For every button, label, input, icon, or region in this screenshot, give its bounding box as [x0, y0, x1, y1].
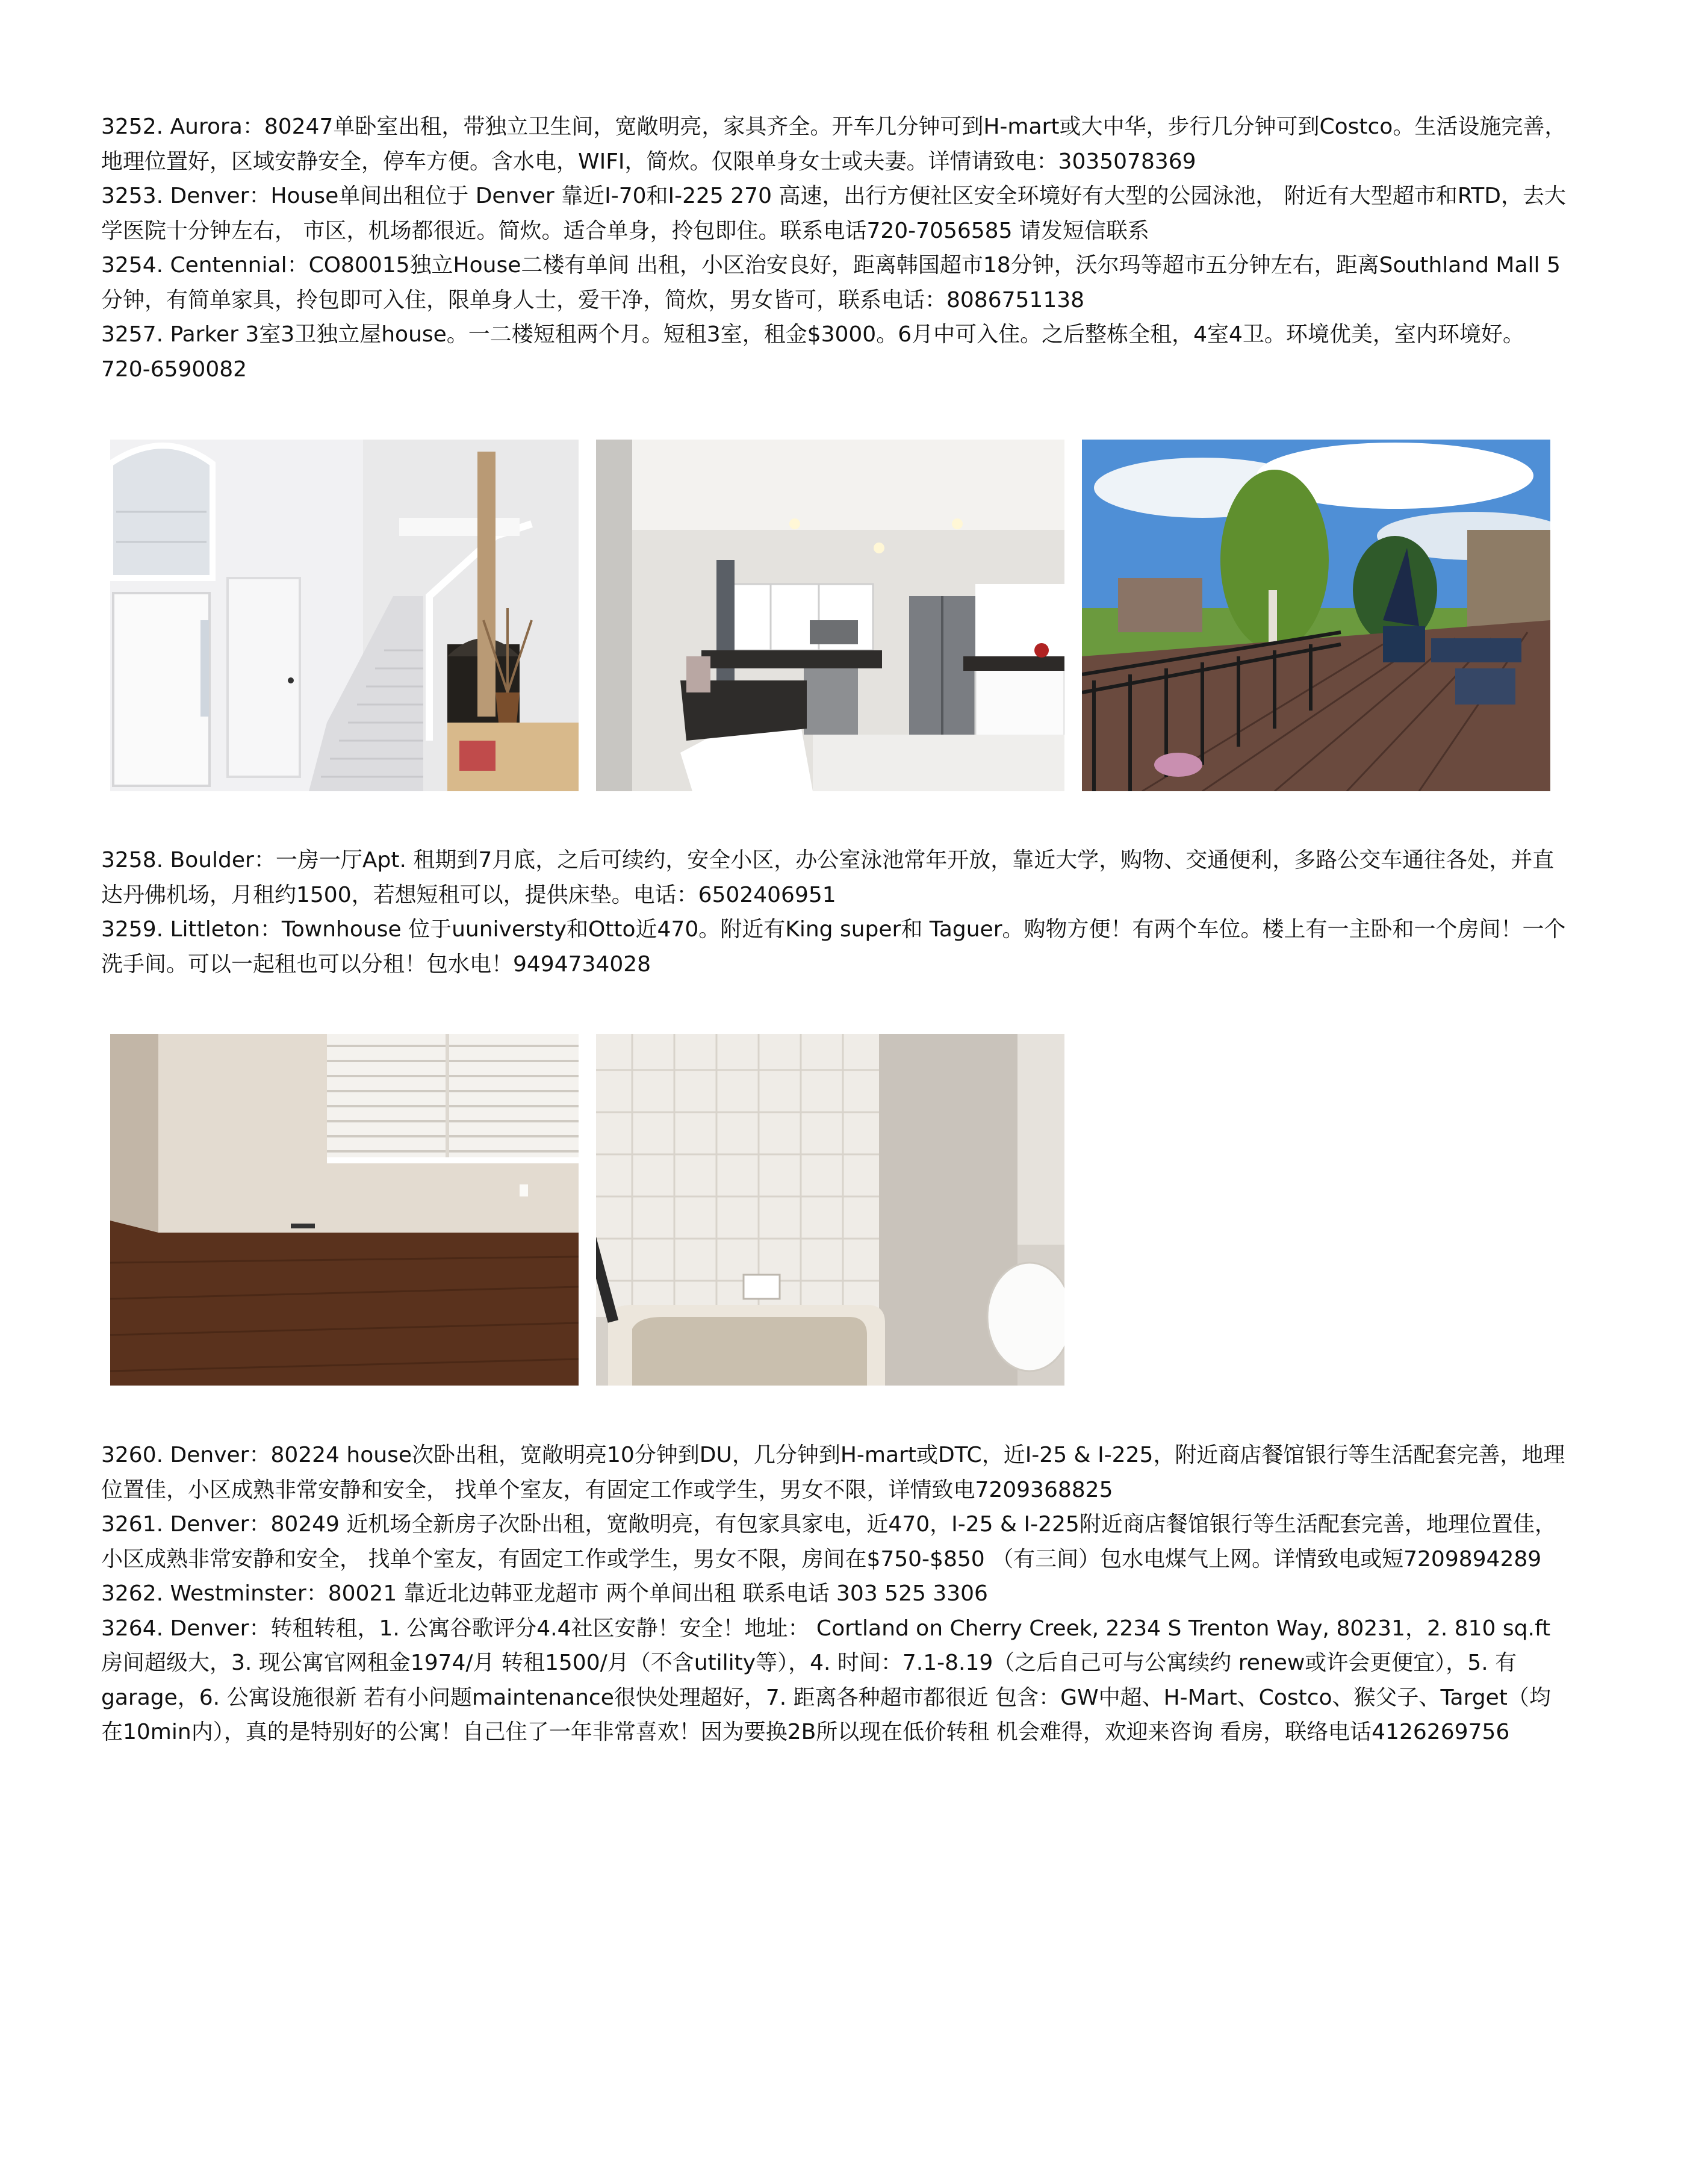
listing-3262: 3262. Westminster：80021 靠近北边韩亚龙超市 两个单间出租 联系电话 303 525 3306	[101, 1581, 988, 1606]
bathroom-tub-photo	[596, 1034, 1064, 1386]
listing-3258: 3258. Boulder：一房一厅Apt. 租期到7月底，之后可续约，安全小区，办公室泳池常年开放，靠近大学，购物、交通便利，多路公交车通往各处，并直达丹佛机场，月租约1500，若想短租可以，提供床垫。电话：6502406951	[101, 848, 1555, 907]
listing-3254: 3254. Centennial：CO80015独立House二楼有单间 出租，小区治安良好，距离韩国超市18分钟，沃尔玛等超市五分钟左右，距离Southland Mall 5分钟，有简单家具，拎包即可入住，限单身人士，爱干净，简炊，男女皆可，联系电话：8086751138	[101, 253, 1561, 313]
listing-3252: 3252. Aurora：80247单卧室出租，带独立卫生间，宽敞明亮，家具齐全。开车几分钟可到H-mart或大中华，步行几分钟可到Costco。生活设施完善，地理位置好，区域安静安全，停车方便。含水电，WIFI，简炊。仅限单身女士或夫妻。详情请致电：3035078369	[101, 114, 1567, 174]
listing-3260: 3260. Denver：80224 house次卧出租，宽敞明亮10分钟到DU，几分钟到H-mart或DTC，近I-25 & I-225，附近商店餐馆银行等生活配套完善，地理位置佳，小区成熟非常安静和安全， 找单个室友，有固定工作或学生，男女不限，详情致电7209368825	[101, 1443, 1565, 1502]
kitchen-photo	[596, 440, 1064, 791]
listing-3264: 3264. Denver：转租转租，1. 公寓谷歌评分4.4社区安静！安全！地址： Cortland on Cherry Creek, 2234 S Trenton Way, 80231，2. 810 sq.ft 房间超级大，3. 现公寓官网租金1974/月 转租1500/月（不含utility等），4. 时间：7.1-8.19（之后自己可与公寓续约 renew或许会更便宜），5. 有garage，6. 公寓设施很新 若有小问题maintenance很快处理超好，7. 距离各种超市都很近 包含：GW中超、H-Mart、Costco、猴父子、Target（均在10min内），真的是特别好的公寓！自己住了一年非常喜欢！因为要换2B所以现在低价转租 机会难得，欢迎来咨询 看房，联络电话4126269756	[101, 1616, 1551, 1744]
listing-3261: 3261. Denver：80249 近机场全新房子次卧出租，宽敞明亮，有包家具家电，近470，I-25 & I-225附近商店餐馆银行等生活配套完善，地理位置佳，小区成熟非常安静和安全， 找单个室友，有固定工作或学生，男女不限，房间在$750-$850 （有三间）包水电煤气上网。详情致电或短7209894289	[101, 1512, 1556, 1572]
listings-block-2	[101, 843, 1570, 982]
listing-3257: 3257. Parker 3室3卫独立屋house。一二楼短租两个月。短租3室，租金$3000。6月中可入住。之后整栋全租，4室4卫。环境优美，室内环境好。720-6590082	[101, 322, 1524, 382]
listing-3253: 3253. Denver：House单间出租位于 Denver 靠近I-70和I-225 270 高速，出行方便社区安全环境好有大型的公园泳池， 附近有大型超市和RTD，去大学医院十分钟左右， 市区，机场都很近。简炊。适合单身，拎包即住。联系电话720-7056585 请发短信联系	[101, 184, 1566, 243]
backyard-deck-photo	[1082, 440, 1550, 791]
listing-3259: 3259. Littleton：Townhouse 位于uuniversty和Otto近470。附近有King super和 Taguer。购物方便！有两个车位。楼上有一主卧和一个房间！一个洗手间。可以一起租也可以分租！包水电！9494734028	[101, 917, 1566, 977]
listings-block-3	[101, 1438, 1570, 1750]
empty-bedroom-photo	[110, 1034, 579, 1386]
listings-block-1	[101, 110, 1570, 387]
entryway-staircase-photo	[110, 440, 579, 791]
